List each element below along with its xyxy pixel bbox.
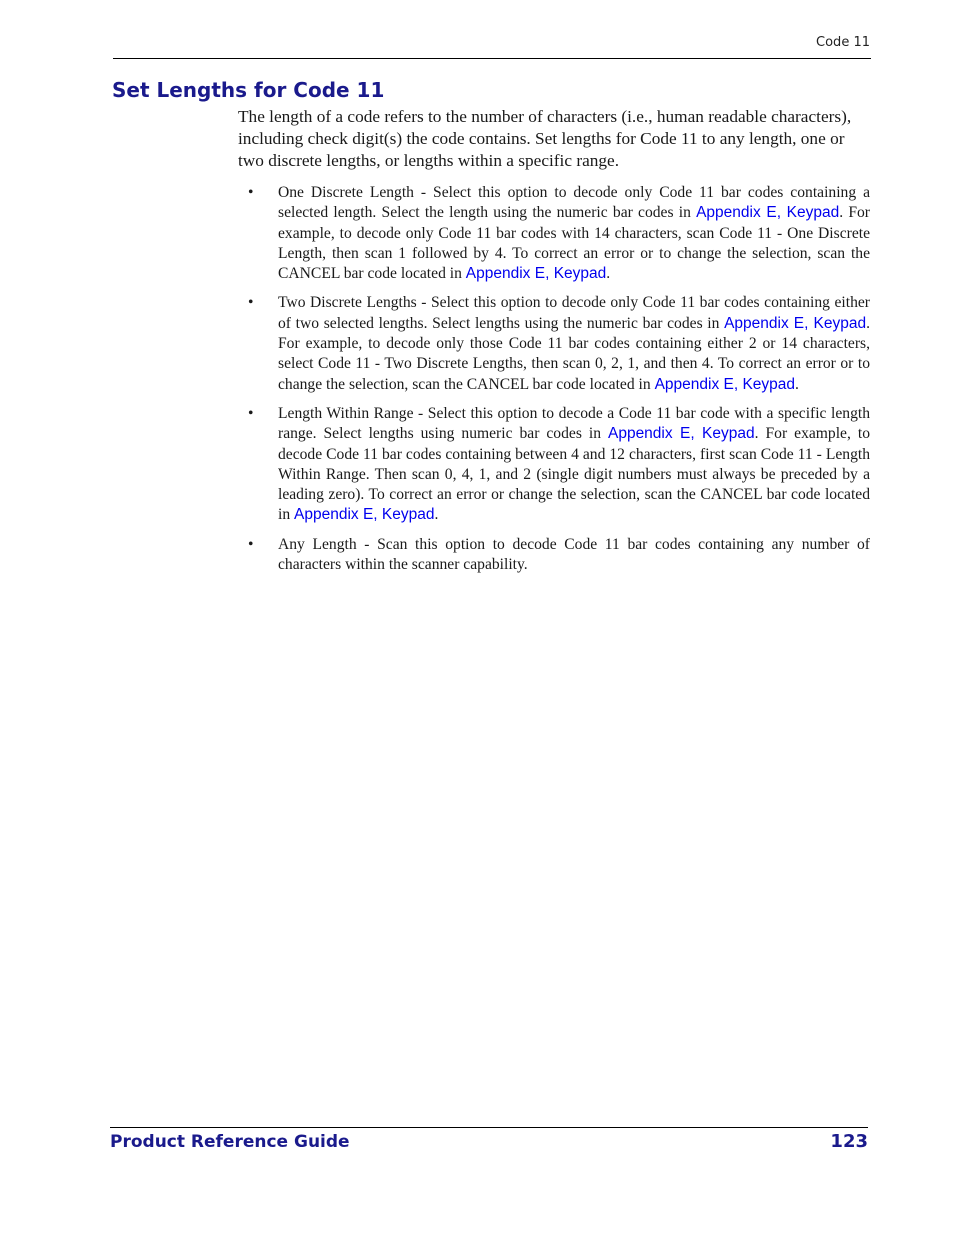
list-item-one-discrete-length: [248, 183, 870, 284]
item-text: .: [606, 265, 611, 283]
bullet-icon: •: [248, 184, 254, 201]
item-text: One Discrete Length - Select this option to decode only Code 11 bar codes containing a selected length. Select the length using the numeric bar codes in: [278, 184, 870, 222]
option-list: [248, 183, 870, 584]
header-rule: [113, 58, 871, 59]
page-number: 123: [830, 1131, 868, 1152]
bullet-icon: •: [248, 404, 254, 422]
list-item-any-length: [248, 535, 870, 576]
bullet-icon: •: [248, 535, 254, 553]
footer-title: Product Reference Guide: [110, 1132, 350, 1152]
section-title: Set Lengths for Code 11: [112, 78, 385, 102]
item-text: . For example, to decode only those Code 11 bar codes containing either 2 or 14 characters, select Code 11 - Two Discrete Lengths, then scan 0, 2, 1, and then 4. To correct an error or to change the selection, scan the CANCEL bar code located in: [278, 314, 870, 393]
item-text: Any Length - Scan this option to decode Code 11 bar codes containing any number of characters within the scanner capability.: [278, 535, 870, 574]
item-text: Length Within Range - Select this option to decode a Code 11 bar code with a specific length range. Select lengths using numeric bar codes in: [278, 404, 870, 443]
item-text: Two Discrete Lengths - Select this option to decode only Code 11 bar codes containing either of two selected lengths. Select lengths using the numeric bar codes in: [278, 294, 870, 332]
appendix-e-keypad-link[interactable]: Appendix E, Keypad: [654, 375, 796, 393]
appendix-e-keypad-link[interactable]: Appendix E, Keypad: [696, 204, 840, 222]
appendix-e-keypad-link[interactable]: Appendix E, Keypad: [607, 425, 755, 443]
list-item-length-within-range: [248, 404, 870, 526]
bullet-icon: •: [248, 294, 254, 312]
appendix-e-keypad-link[interactable]: Appendix E, Keypad: [724, 314, 867, 332]
intro-paragraph: The length of a code refers to the number of characters (i.e., human readable characters), including check digit(s) the code contains. Set lengths for Code 11 to any length, one or two discrete lengths, or lengths within a specific range.: [238, 107, 852, 170]
running-header: Code 11: [816, 35, 870, 50]
item-text: . For example, to decode only Code 11 bar codes with 14 characters, scan Code 11 - One Discrete Length, then scan 1 followed by 4. To correct an error or to change the selection, scan the CANCEL bar code located in: [278, 204, 870, 283]
list-item-two-discrete-lengths: [248, 293, 870, 394]
footer-rule: [110, 1127, 868, 1128]
item-text: .: [434, 506, 439, 524]
item-text: . For example, to decode Code 11 bar codes containing between 4 and 12 characters, first scan Code 11 - Length Within Range. Then scan 0, 4, 1, and 2 (single digit numbers must always be preceded by a leading zero). To correct an error or change the selection, scan the CANCEL bar code located in: [278, 425, 870, 524]
appendix-e-keypad-link[interactable]: Appendix E, Keypad: [294, 506, 435, 524]
appendix-e-keypad-link[interactable]: Appendix E, Keypad: [465, 265, 607, 283]
item-text: .: [795, 375, 799, 393]
